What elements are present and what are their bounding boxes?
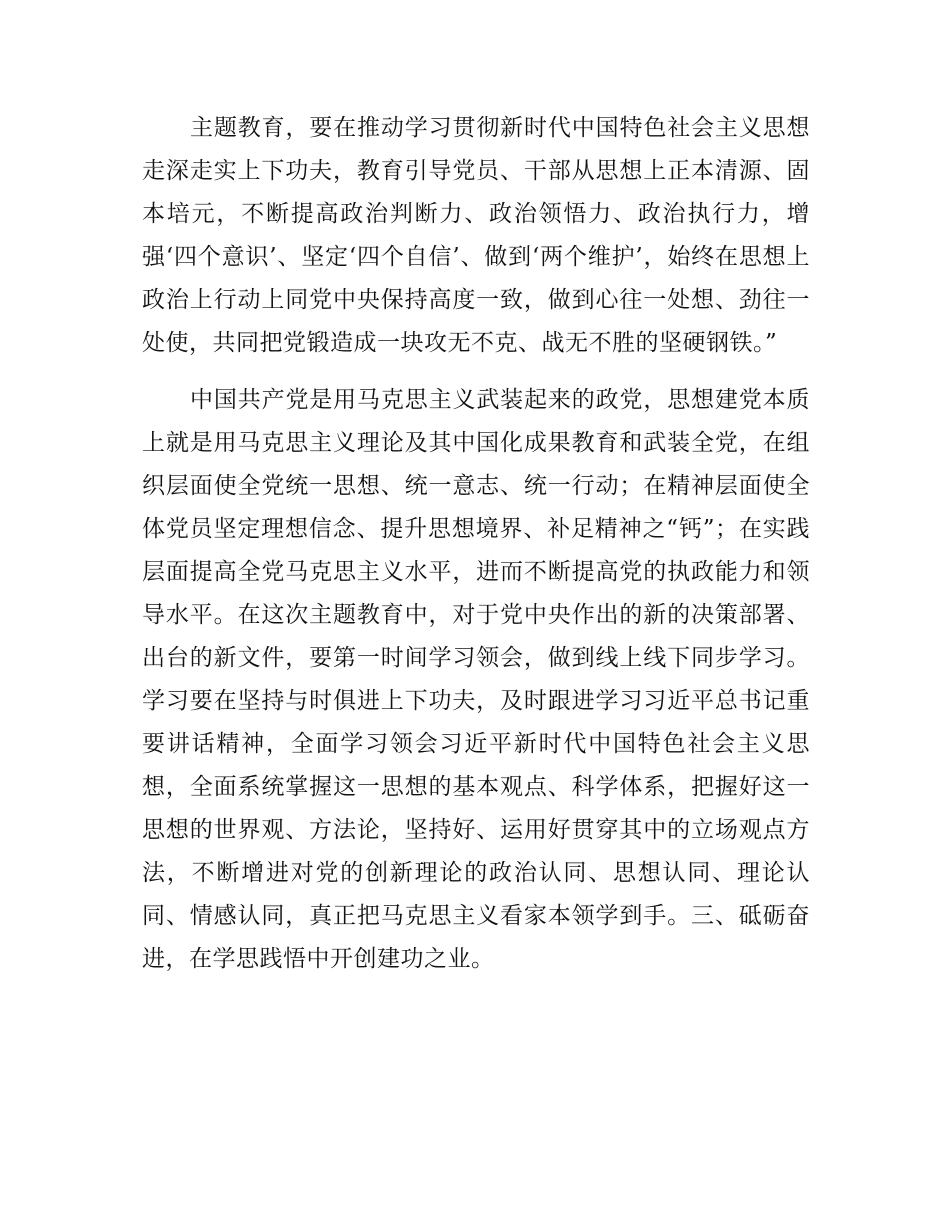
- paragraph-theme-education: 主题教育，要在推动学习贯彻新时代中国特色社会主义思想走深走实上下功夫，教育引导党员、干部从思想上正本清源、固本培元，不断提高政治判断力、政治领悟力、政治执行力，增强‘四个意识’、坚定‘四个自信’、做到‘两个维护’，始终在思想上政治上行动上同党中央保持高度一致，做到心往一处想、劲往一处使，共同把党锻造成一块攻无不克、战无不胜的坚硬钢铁。”: [142, 115, 810, 356]
- document-body: [142, 107, 810, 995]
- paragraph-party-ideology: 中国共产党是用马克思主义武装起来的政党，思想建党本质上就是用马克思主义理论及其中国化成果教育和武装全党，在组织层面使全党统一思想、统一意志、统一行动；在精神层面使全体党员坚定理想信念、提升思想境界、补足精神之“钙”；在实践层面提高全党马克思主义水平，进而不断提高党的执政能力和领导水平。在这次主题教育中，对于党中央作出的新的决策部署、出台的新文件，要第一时间学习领会，做到线上线下同步学习。学习要在坚持与时俱进上下功夫，及时跟进学习习近平总书记重要讲话精神，全面学习领会习近平新时代中国特色社会主义思想，全面系统掌握这一思想的基本观点、科学体系，把握好这一思想的世界观、方法论，坚持好、运用好贯穿其中的立场观点方法，不断增进对党的创新理论的政治认同、思想认同、理论认同、情感认同，真正把马克思主义看家本领学到手。三、砥砺奋进，在学思践悟中开创建功之业。: [142, 387, 810, 972]
